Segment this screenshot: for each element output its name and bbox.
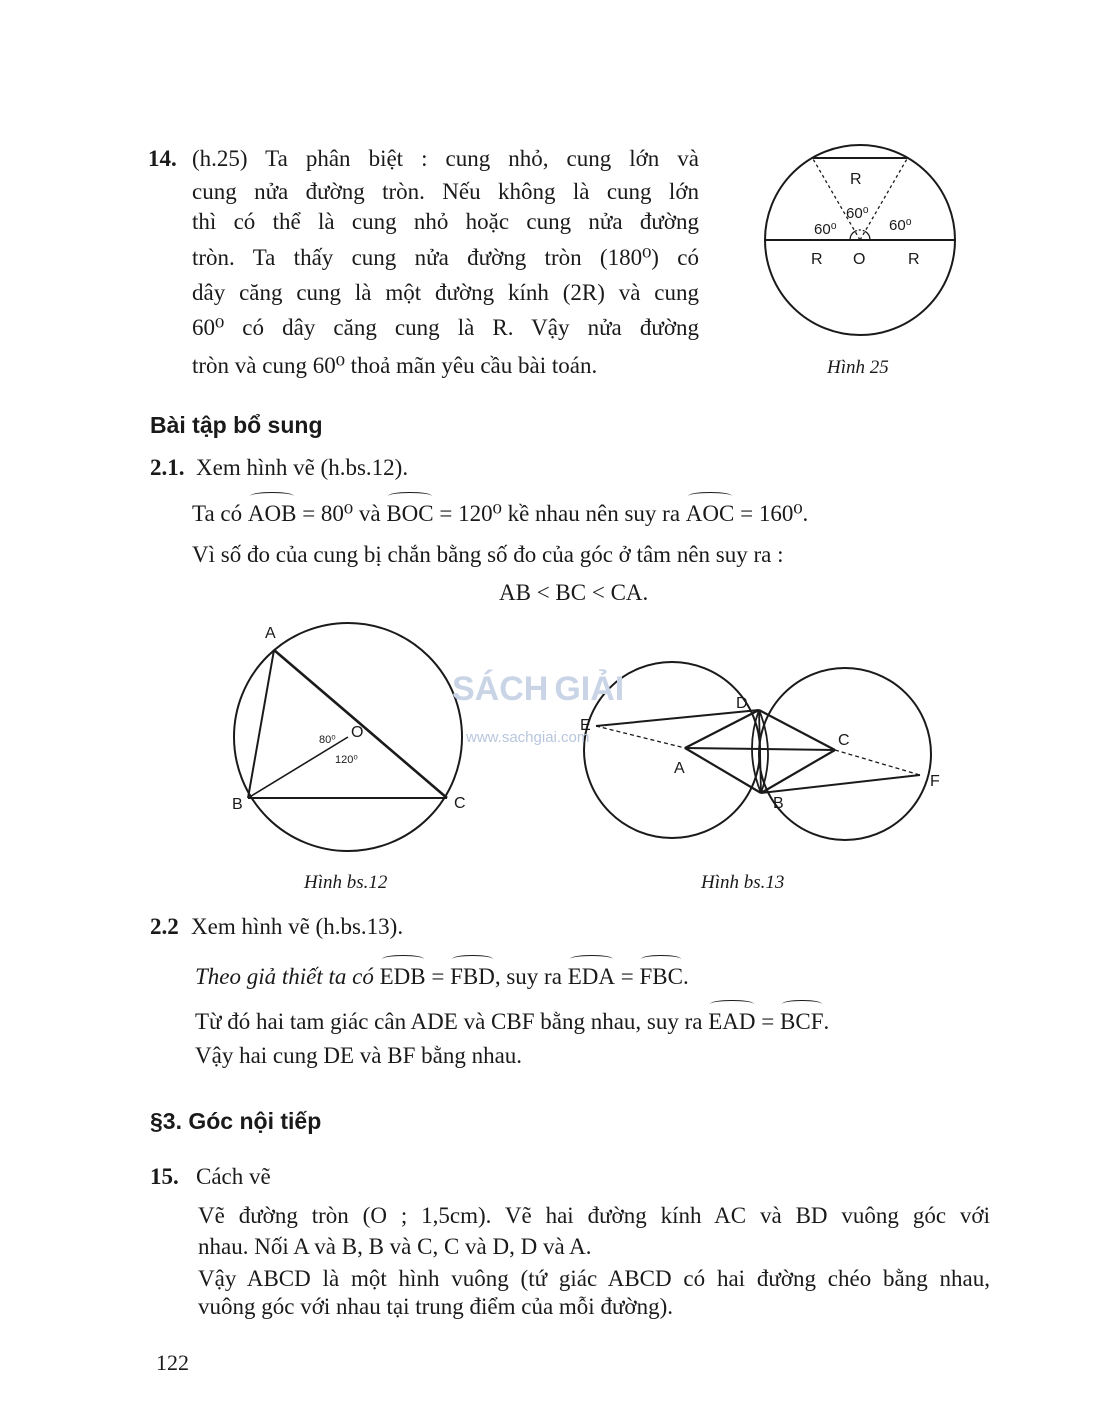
bs13-label-c: C: [838, 732, 850, 749]
section-heading-3: §3. Góc nội tiếp: [150, 1108, 322, 1134]
exercise-15-para-2: nhau. Nối A và B, B và C, C và D, D và A.: [198, 1234, 592, 1259]
bs12-side-ab: [248, 650, 274, 798]
figure-25-caption: Hình 25: [827, 357, 889, 378]
arc-fbc: FBC: [639, 960, 682, 993]
exercise-15-number: 15.: [150, 1164, 179, 1189]
exercise-2-2-line-2: Từ đó hai tam giác cân ADE và CBF bằng nhau, suy ra EAD = BCF.: [195, 1005, 829, 1038]
exercise-15-para-1: Vẽ đường tròn (O ; 1,5cm). Vẽ hai đường kính AC và BD vuông góc với: [198, 1203, 990, 1228]
bs13-label-b: B: [773, 795, 784, 812]
exercise-2-1-line-1: Ta có AOB = 80⁰ và BOC = 120⁰ kề nhau nên suy ra AOC = 160⁰.: [192, 497, 808, 530]
bs12-label-80: 80⁰: [319, 734, 336, 746]
bs13-circle-right: [759, 668, 931, 840]
figure-bs13-caption: Hình bs.13: [701, 872, 785, 893]
exercise-2-2-line-3: Vậy hai cung DE và BF bằng nhau.: [195, 1043, 523, 1068]
page-number: 122: [156, 1350, 189, 1375]
figure-bs13: [580, 650, 950, 865]
fig25-label-right-r: R: [908, 251, 920, 268]
bs13-segment-db: [759, 710, 761, 793]
fig25-label-top-r: R: [850, 171, 862, 188]
arc-eda: EDA: [568, 960, 615, 993]
figure-bs12: [222, 620, 482, 870]
exercise-14-line-4: tròn. Ta thấy cung nửa đường tròn (180⁰) có: [192, 245, 699, 270]
arc-ead: EAD: [708, 1005, 755, 1038]
exercise-14-line-2: cung nửa đường tròn. Nếu không là cung lớn: [192, 179, 699, 204]
fig25-angle-mark-mid: [855, 230, 865, 231]
fig25-angle-mark-left: [850, 231, 855, 240]
exercise-14-number: 14.: [148, 146, 177, 171]
exercise-14-line-1: (h.25) Ta phân biệt : cung nhỏ, cung lớn và: [192, 146, 699, 171]
bs13-label-f: F: [930, 773, 940, 790]
watermark-brand-b: GIẢI: [554, 670, 625, 708]
arc-fbd: FBD: [450, 960, 495, 993]
arc-aob: AOB: [248, 497, 297, 530]
bs13-segment-ab: [685, 748, 761, 793]
exercise-2-2-intro: Xem hình vẽ (h.bs.13).: [191, 914, 404, 939]
fig25-label-angle-right: 60⁰: [889, 217, 912, 234]
exercise-15-title: Cách vẽ: [196, 1164, 271, 1189]
bs12-label-o: O: [351, 724, 364, 741]
bs12-label-a: A: [265, 625, 276, 642]
arc-boc: BOC: [386, 497, 433, 530]
bs13-dashed-ea: [596, 726, 685, 748]
bs13-dashed-cf: [835, 750, 920, 775]
fig25-label-center-o: O: [853, 251, 866, 268]
bs12-label-c: C: [454, 795, 466, 812]
exercise-14-line-3: thì có thể là cung nhỏ hoặc cung nửa đường: [192, 209, 699, 234]
exercise-2-2-number: 2.2: [150, 914, 179, 939]
arc-edb: EDB: [380, 960, 426, 993]
fig25-label-angle-left: 60⁰: [814, 221, 837, 238]
exercise-2-1-line-2: Vì số đo của cung bị chắn bằng số đo của góc ở tâm nên suy ra :: [192, 542, 784, 567]
watermark-brand-a: SÁCH: [452, 670, 549, 708]
arc-aoc: AOC: [686, 497, 735, 530]
exercise-14-line-6: 60⁰ có dây căng cung là R. Vậy nửa đường: [192, 315, 699, 340]
watermark-url: www.sachgiai.com: [466, 729, 590, 746]
exercise-14-line-7: tròn và cung 60⁰ thoả mãn yêu cầu bài toán.: [192, 353, 598, 378]
exercise-15-para-3: Vậy ABCD là một hình vuông (tứ giác ABCD có hai đường chéo bằng nhau,: [198, 1266, 990, 1291]
bs13-label-e: E: [580, 717, 591, 734]
figure-25: [750, 130, 970, 350]
bs13-segment-dc: [759, 710, 835, 750]
exercise-15-para-4: vuông góc với nhau tại trung điểm của mỗi đường).: [198, 1294, 673, 1319]
exercise-2-2-line-1: Theo giả thiết ta có EDB = FBD, suy ra EDA = FBC.: [195, 960, 689, 993]
section-heading-supplementary: Bài tập bổ sung: [150, 412, 323, 438]
bs12-label-120: 120⁰: [335, 754, 358, 766]
fig25-angle-mark-right: [865, 231, 870, 240]
bs12-radius-ob: [248, 737, 348, 798]
fig25-label-angle-mid: 60⁰: [846, 205, 869, 222]
bs13-label-d: D: [736, 695, 748, 712]
bs13-segment-bf: [761, 775, 920, 793]
fig25-label-left-r: R: [811, 251, 823, 268]
exercise-2-1-line-3: AB < BC < CA.: [499, 580, 649, 605]
exercise-2-1-intro: Xem hình vẽ (h.bs.12).: [196, 455, 409, 480]
watermark-logo: [452, 670, 624, 709]
exercise-2-1-number: 2.1.: [150, 455, 185, 480]
figure-bs12-caption: Hình bs.12: [304, 872, 388, 893]
bs12-label-b: B: [232, 796, 243, 813]
exercise-14-line-5: dây căng cung là một đường kính (2R) và cung: [192, 280, 699, 305]
arc-bcf: BCF: [780, 1005, 823, 1038]
bs13-label-a: A: [674, 760, 685, 777]
